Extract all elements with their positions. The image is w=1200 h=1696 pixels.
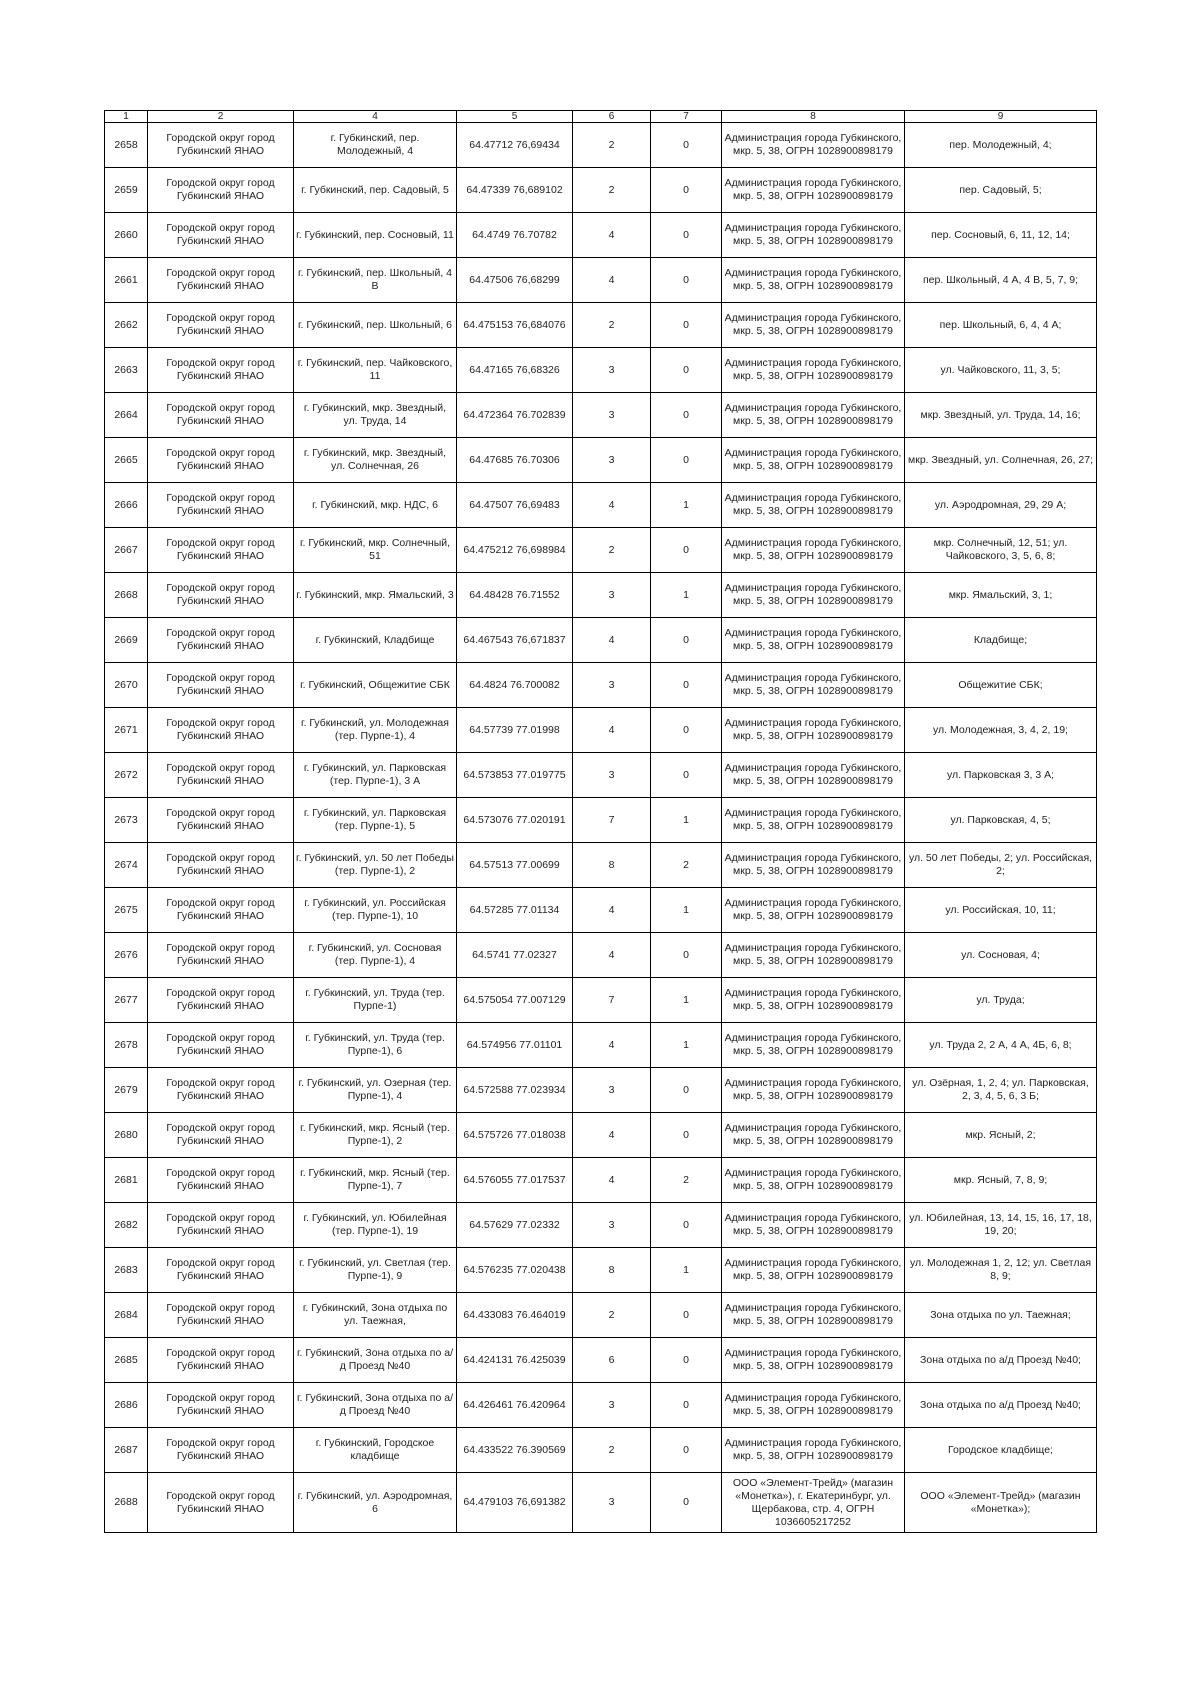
table-row [105,708,1097,753]
row-number-cell: 2680 [105,1113,148,1158]
bin-count-cell: 1 [651,1023,722,1068]
container-count-cell: 8 [573,1248,651,1293]
coordinates-cell: 64.57285 77.01134 [457,888,573,933]
container-count-cell: 4 [573,888,651,933]
site-address-cell: г. Губкинский, мкр. Ясный (тер. Пурпе-1), 2 [294,1113,457,1158]
served-objects-cell: мкр. Ясный, 2; [905,1113,1097,1158]
municipality-cell: Городской округ город Губкинский ЯНАО [148,573,294,618]
table-row [105,528,1097,573]
bin-count-cell: 0 [651,393,722,438]
container-count-cell: 2 [573,168,651,213]
row-number-cell: 2658 [105,123,148,168]
municipality-cell: Городской округ город Губкинский ЯНАО [148,1338,294,1383]
row-number-cell: 2669 [105,618,148,663]
container-count-cell: 4 [573,213,651,258]
container-count-cell: 3 [573,1203,651,1248]
owner-cell: Администрация города Губкинского, мкр. 5, 38, ОГРН 1028900898179 [722,1113,905,1158]
municipality-cell: Городской округ город Губкинский ЯНАО [148,843,294,888]
row-number-cell: 2671 [105,708,148,753]
container-count-cell: 3 [573,1068,651,1113]
coordinates-cell: 64.47685 76.70306 [457,438,573,483]
bin-count-cell: 0 [651,1383,722,1428]
coordinates-cell: 64.57739 77.01998 [457,708,573,753]
bin-count-cell: 1 [651,978,722,1023]
coordinates-cell: 64.467543 76,671837 [457,618,573,663]
served-objects-cell: ул. Парковская 3, 3 А; [905,753,1097,798]
served-objects-cell: Зона отдыха по а/д Проезд №40; [905,1383,1097,1428]
coordinates-cell: 64.575726 77.018038 [457,1113,573,1158]
table-row [105,888,1097,933]
coordinates-cell: 64.48428 76.71552 [457,573,573,618]
coordinates-cell: 64.47506 76,68299 [457,258,573,303]
served-objects-cell: мкр. Звездный, ул. Солнечная, 26, 27; [905,438,1097,483]
owner-cell: Администрация города Губкинского, мкр. 5, 38, ОГРН 1028900898179 [722,933,905,978]
container-count-cell: 3 [573,573,651,618]
row-number-cell: 2679 [105,1068,148,1113]
bin-count-cell: 1 [651,483,722,528]
coordinates-cell: 64.479103 76,691382 [457,1473,573,1533]
container-count-cell: 4 [573,1023,651,1068]
municipality-cell: Городской округ город Губкинский ЯНАО [148,663,294,708]
served-objects-cell: пер. Сосновый, 6, 11, 12, 14; [905,213,1097,258]
bin-count-cell: 0 [651,528,722,573]
owner-cell: Администрация города Губкинского, мкр. 5, 38, ОГРН 1028900898179 [722,618,905,663]
bin-count-cell: 0 [651,933,722,978]
table-row [105,978,1097,1023]
owner-cell: Администрация города Губкинского, мкр. 5, 38, ОГРН 1028900898179 [722,258,905,303]
row-number-cell: 2675 [105,888,148,933]
bin-count-cell: 0 [651,348,722,393]
column-header: 6 [573,111,651,123]
coordinates-cell: 64.426461 76.420964 [457,1383,573,1428]
owner-cell: Администрация города Губкинского, мкр. 5, 38, ОГРН 1028900898179 [722,663,905,708]
bin-count-cell: 2 [651,843,722,888]
owner-cell: Администрация города Губкинского, мкр. 5, 38, ОГРН 1028900898179 [722,888,905,933]
owner-cell: Администрация города Губкинского, мкр. 5, 38, ОГРН 1028900898179 [722,1428,905,1473]
bin-count-cell: 2 [651,1158,722,1203]
table-row [105,483,1097,528]
row-number-cell: 2661 [105,258,148,303]
site-address-cell: г. Губкинский, Кладбище [294,618,457,663]
site-address-cell: г. Губкинский, мкр. Солнечный, 51 [294,528,457,573]
table-row [105,1203,1097,1248]
owner-cell: Администрация города Губкинского, мкр. 5, 38, ОГРН 1028900898179 [722,1248,905,1293]
container-count-cell: 3 [573,348,651,393]
row-number-cell: 2665 [105,438,148,483]
container-count-cell: 3 [573,753,651,798]
served-objects-cell: пер. Школьный, 6, 4, 4 А; [905,303,1097,348]
municipality-cell: Городской округ город Губкинский ЯНАО [148,933,294,978]
table-row [105,1473,1097,1533]
table-row [105,573,1097,618]
site-address-cell: г. Губкинский, мкр. НДС, 6 [294,483,457,528]
coordinates-cell: 64.47165 76,68326 [457,348,573,393]
owner-cell: Администрация города Губкинского, мкр. 5, 38, ОГРН 1028900898179 [722,798,905,843]
coordinates-cell: 64.4749 76.70782 [457,213,573,258]
table-row [105,663,1097,708]
served-objects-cell: ул. Озёрная, 1, 2, 4; ул. Парковская, 2, 3, 4, 5, 6, 3 Б; [905,1068,1097,1113]
container-count-cell: 4 [573,258,651,303]
table-row [105,843,1097,888]
owner-cell: Администрация города Губкинского, мкр. 5, 38, ОГРН 1028900898179 [722,978,905,1023]
coordinates-cell: 64.472364 76.702839 [457,393,573,438]
site-address-cell: г. Губкинский, пер. Школьный, 4 В [294,258,457,303]
row-number-cell: 2684 [105,1293,148,1338]
container-count-cell: 3 [573,1383,651,1428]
row-number-cell: 2676 [105,933,148,978]
coordinates-cell: 64.573853 77.019775 [457,753,573,798]
row-number-cell: 2667 [105,528,148,573]
column-header: 1 [105,111,148,123]
bin-count-cell: 0 [651,1293,722,1338]
site-address-cell: г. Губкинский, Зона отдыха по а/д Проезд №40 [294,1338,457,1383]
column-header: 8 [722,111,905,123]
owner-cell: Администрация города Губкинского, мкр. 5, 38, ОГРН 1028900898179 [722,1158,905,1203]
served-objects-cell: ул. Российская, 10, 11; [905,888,1097,933]
coordinates-cell: 64.57513 77.00699 [457,843,573,888]
site-address-cell: г. Губкинский, пер. Школьный, 6 [294,303,457,348]
site-address-cell: г. Губкинский, пер. Садовый, 5 [294,168,457,213]
container-count-cell: 2 [573,1428,651,1473]
container-count-cell: 3 [573,438,651,483]
row-number-cell: 2662 [105,303,148,348]
table-row [105,1338,1097,1383]
coordinates-cell: 64.475153 76,684076 [457,303,573,348]
coordinates-cell: 64.576055 77.017537 [457,1158,573,1203]
site-address-cell: г. Губкинский, ул. Парковская (тер. Пурпе-1), 3 А [294,753,457,798]
container-count-cell: 4 [573,708,651,753]
served-objects-cell: мкр. Ясный, 7, 8, 9; [905,1158,1097,1203]
header-row [105,111,1097,123]
owner-cell: Администрация города Губкинского, мкр. 5, 38, ОГРН 1028900898179 [722,528,905,573]
coordinates-cell: 64.47712 76,69434 [457,123,573,168]
coordinates-cell: 64.572588 77.023934 [457,1068,573,1113]
site-address-cell: г. Губкинский, Зона отдыха по ул. Таежная, [294,1293,457,1338]
coordinates-cell: 64.576235 77.020438 [457,1248,573,1293]
served-objects-cell: ул. Молодежная, 3, 4, 2, 19; [905,708,1097,753]
municipality-cell: Городской округ город Губкинский ЯНАО [148,978,294,1023]
owner-cell: Администрация города Губкинского, мкр. 5, 38, ОГРН 1028900898179 [722,168,905,213]
served-objects-cell: ул. Молодежная 1, 2, 12; ул. Светлая 8, 9; [905,1248,1097,1293]
served-objects-cell: Общежитие СБК; [905,663,1097,708]
bin-count-cell: 0 [651,303,722,348]
row-number-cell: 2677 [105,978,148,1023]
coordinates-cell: 64.5741 77.02327 [457,933,573,978]
served-objects-cell: Зона отдыха по а/д Проезд №40; [905,1338,1097,1383]
site-address-cell: г. Губкинский, ул. Светлая (тер. Пурпе-1), 9 [294,1248,457,1293]
row-number-cell: 2666 [105,483,148,528]
row-number-cell: 2673 [105,798,148,843]
table-row [105,1113,1097,1158]
row-number-cell: 2664 [105,393,148,438]
served-objects-cell: ул. Труда 2, 2 А, 4 А, 4Б, 6, 8; [905,1023,1097,1068]
row-number-cell: 2681 [105,1158,148,1203]
site-address-cell: г. Губкинский, мкр. Звездный, ул. Солнечная, 26 [294,438,457,483]
municipality-cell: Городской округ город Губкинский ЯНАО [148,1248,294,1293]
owner-cell: Администрация города Губкинского, мкр. 5, 38, ОГРН 1028900898179 [722,1293,905,1338]
served-objects-cell: Зона отдыха по ул. Таежная; [905,1293,1097,1338]
table-row [105,1158,1097,1203]
container-count-cell: 7 [573,798,651,843]
site-address-cell: г. Губкинский, ул. Сосновая (тер. Пурпе-1), 4 [294,933,457,978]
container-count-cell: 4 [573,1158,651,1203]
coordinates-cell: 64.57629 77.02332 [457,1203,573,1248]
owner-cell: Администрация города Губкинского, мкр. 5, 38, ОГРН 1028900898179 [722,393,905,438]
row-number-cell: 2685 [105,1338,148,1383]
owner-cell: Администрация города Губкинского, мкр. 5, 38, ОГРН 1028900898179 [722,1203,905,1248]
served-objects-cell: ул. 50 лет Победы, 2; ул. Российская, 2; [905,843,1097,888]
column-header: 7 [651,111,722,123]
municipality-cell: Городской округ город Губкинский ЯНАО [148,1473,294,1533]
coordinates-cell: 64.424131 76.425039 [457,1338,573,1383]
row-number-cell: 2686 [105,1383,148,1428]
table-row [105,1023,1097,1068]
municipality-cell: Городской округ город Губкинский ЯНАО [148,1068,294,1113]
site-address-cell: г. Губкинский, мкр. Звездный, ул. Труда, 14 [294,393,457,438]
municipality-cell: Городской округ город Губкинский ЯНАО [148,348,294,393]
container-count-cell: 8 [573,843,651,888]
table-row [105,123,1097,168]
served-objects-cell: ул. Чайковского, 11, 3, 5; [905,348,1097,393]
coordinates-cell: 64.475212 76,698984 [457,528,573,573]
table-row [105,618,1097,663]
owner-cell: Администрация города Губкинского, мкр. 5, 38, ОГРН 1028900898179 [722,573,905,618]
municipality-cell: Городской округ город Губкинский ЯНАО [148,1293,294,1338]
owner-cell: Администрация города Губкинского, мкр. 5, 38, ОГРН 1028900898179 [722,1383,905,1428]
bin-count-cell: 0 [651,1473,722,1533]
column-header: 4 [294,111,457,123]
owner-cell: Администрация города Губкинского, мкр. 5, 38, ОГРН 1028900898179 [722,123,905,168]
row-number-cell: 2683 [105,1248,148,1293]
owner-cell: Администрация города Губкинского, мкр. 5, 38, ОГРН 1028900898179 [722,438,905,483]
bin-count-cell: 0 [651,213,722,258]
owner-cell: ООО «Элемент-Трейд» (магазин «Монетка»), г. Екатеринбург, ул. Щербакова, стр. 4, ОГРН 1036605217252 [722,1473,905,1533]
served-objects-cell: пер. Школьный, 4 А, 4 В, 5, 7, 9; [905,258,1097,303]
table-row [105,303,1097,348]
table-row [105,438,1097,483]
bin-count-cell: 0 [651,1338,722,1383]
container-count-cell: 6 [573,1338,651,1383]
owner-cell: Администрация города Губкинского, мкр. 5, 38, ОГРН 1028900898179 [722,708,905,753]
row-number-cell: 2674 [105,843,148,888]
municipality-cell: Городской округ город Губкинский ЯНАО [148,213,294,258]
municipality-cell: Городской округ город Губкинский ЯНАО [148,888,294,933]
owner-cell: Администрация города Губкинского, мкр. 5, 38, ОГРН 1028900898179 [722,1023,905,1068]
table-row [105,933,1097,978]
municipality-cell: Городской округ город Губкинский ЯНАО [148,1158,294,1203]
coordinates-cell: 64.574956 77.01101 [457,1023,573,1068]
container-count-cell: 4 [573,1113,651,1158]
container-count-cell: 7 [573,978,651,1023]
column-header: 5 [457,111,573,123]
owner-cell: Администрация города Губкинского, мкр. 5, 38, ОГРН 1028900898179 [722,348,905,393]
coordinates-cell: 64.4824 76.700082 [457,663,573,708]
bin-count-cell: 0 [651,123,722,168]
bin-count-cell: 0 [651,1068,722,1113]
container-count-cell: 2 [573,303,651,348]
table-row [105,798,1097,843]
bin-count-cell: 1 [651,798,722,843]
row-number-cell: 2682 [105,1203,148,1248]
municipality-cell: Городской округ город Губкинский ЯНАО [148,483,294,528]
coordinates-cell: 64.47339 76,689102 [457,168,573,213]
municipality-cell: Городской округ город Губкинский ЯНАО [148,618,294,663]
table-row [105,168,1097,213]
bin-count-cell: 0 [651,753,722,798]
served-objects-cell: пер. Садовый, 5; [905,168,1097,213]
bin-count-cell: 0 [651,708,722,753]
municipality-cell: Городской округ город Губкинский ЯНАО [148,123,294,168]
container-count-cell: 4 [573,933,651,978]
owner-cell: Администрация города Губкинского, мкр. 5, 38, ОГРН 1028900898179 [722,1338,905,1383]
row-number-cell: 2687 [105,1428,148,1473]
table-row [105,348,1097,393]
owner-cell: Администрация города Губкинского, мкр. 5, 38, ОГРН 1028900898179 [722,213,905,258]
table-row [105,1068,1097,1113]
municipality-cell: Городской округ город Губкинский ЯНАО [148,258,294,303]
coordinates-cell: 64.433522 76.390569 [457,1428,573,1473]
row-number-cell: 2660 [105,213,148,258]
container-count-cell: 2 [573,123,651,168]
owner-cell: Администрация города Губкинского, мкр. 5, 38, ОГРН 1028900898179 [722,753,905,798]
site-address-cell: г. Губкинский, пер. Чайковского, 11 [294,348,457,393]
row-number-cell: 2672 [105,753,148,798]
municipality-cell: Городской округ город Губкинский ЯНАО [148,528,294,573]
owner-cell: Администрация города Губкинского, мкр. 5, 38, ОГРН 1028900898179 [722,843,905,888]
bin-count-cell: 0 [651,168,722,213]
table-row [105,1248,1097,1293]
owner-cell: Администрация города Губкинского, мкр. 5, 38, ОГРН 1028900898179 [722,1068,905,1113]
served-objects-cell: Городское кладбище; [905,1428,1097,1473]
site-address-cell: г. Губкинский, ул. Юбилейная (тер. Пурпе-1), 19 [294,1203,457,1248]
served-objects-cell: мкр. Ямальский, 3, 1; [905,573,1097,618]
site-address-cell: г. Губкинский, мкр. Ясный (тер. Пурпе-1), 7 [294,1158,457,1203]
coordinates-cell: 64.575054 77.007129 [457,978,573,1023]
municipality-cell: Городской округ город Губкинский ЯНАО [148,393,294,438]
bin-count-cell: 0 [651,1113,722,1158]
site-address-cell: г. Губкинский, ул. Молодежная (тер. Пурпе-1), 4 [294,708,457,753]
served-objects-cell: пер. Молодежный, 4; [905,123,1097,168]
municipality-cell: Городской округ город Губкинский ЯНАО [148,438,294,483]
coordinates-cell: 64.47507 76,69483 [457,483,573,528]
served-objects-cell: мкр. Звездный, ул. Труда, 14, 16; [905,393,1097,438]
row-number-cell: 2659 [105,168,148,213]
table-body [105,123,1097,1533]
site-address-cell: г. Губкинский, мкр. Ямальский, 3 [294,573,457,618]
bin-count-cell: 1 [651,888,722,933]
column-header: 9 [905,111,1097,123]
municipality-cell: Городской округ город Губкинский ЯНАО [148,168,294,213]
municipality-cell: Городской округ город Губкинский ЯНАО [148,1023,294,1068]
site-address-cell: г. Губкинский, ул. Озерная (тер. Пурпе-1), 4 [294,1068,457,1113]
site-address-cell: г. Губкинский, пер. Молодежный, 4 [294,123,457,168]
bin-count-cell: 0 [651,1203,722,1248]
site-address-cell: г. Губкинский, ул. Парковская (тер. Пурпе-1), 5 [294,798,457,843]
bin-count-cell: 1 [651,573,722,618]
site-address-cell: г. Губкинский, пер. Сосновый, 11 [294,213,457,258]
container-count-cell: 2 [573,1293,651,1338]
served-objects-cell: ул. Сосновая, 4; [905,933,1097,978]
row-number-cell: 2678 [105,1023,148,1068]
site-address-cell: г. Губкинский, ул. Труда (тер. Пурпе-1) [294,978,457,1023]
bin-count-cell: 0 [651,438,722,483]
served-objects-cell: ООО «Элемент-Трейд» (магазин «Монетка»); [905,1473,1097,1533]
table-row [105,1383,1097,1428]
coordinates-cell: 64.433083 76.464019 [457,1293,573,1338]
municipality-cell: Городской округ город Губкинский ЯНАО [148,303,294,348]
owner-cell: Администрация города Губкинского, мкр. 5, 38, ОГРН 1028900898179 [722,303,905,348]
municipality-cell: Городской округ город Губкинский ЯНАО [148,798,294,843]
municipality-cell: Городской округ город Губкинский ЯНАО [148,1113,294,1158]
table-row [105,258,1097,303]
bin-count-cell: 1 [651,1248,722,1293]
table-row [105,1428,1097,1473]
table-row [105,213,1097,258]
bin-count-cell: 0 [651,618,722,663]
bin-count-cell: 0 [651,258,722,303]
container-count-cell: 3 [573,393,651,438]
table-row [105,393,1097,438]
site-address-cell: г. Губкинский, Зона отдыха по а/д Проезд №40 [294,1383,457,1428]
site-address-cell: г. Губкинский, ул. Труда (тер. Пурпе-1), 6 [294,1023,457,1068]
municipality-cell: Городской округ город Губкинский ЯНАО [148,1203,294,1248]
municipality-cell: Городской округ город Губкинский ЯНАО [148,753,294,798]
row-number-cell: 2688 [105,1473,148,1533]
served-objects-cell: ул. Аэродромная, 29, 29 А; [905,483,1097,528]
bin-count-cell: 0 [651,1428,722,1473]
served-objects-cell: ул. Парковская, 4, 5; [905,798,1097,843]
served-objects-cell: ул. Юбилейная, 13, 14, 15, 16, 17, 18, 19, 20; [905,1203,1097,1248]
municipality-cell: Городской округ город Губкинский ЯНАО [148,1383,294,1428]
site-address-cell: г. Губкинский, Городское кладбище [294,1428,457,1473]
served-objects-cell: ул. Труда; [905,978,1097,1023]
container-count-cell: 4 [573,618,651,663]
owner-cell: Администрация города Губкинского, мкр. 5, 38, ОГРН 1028900898179 [722,483,905,528]
row-number-cell: 2670 [105,663,148,708]
served-objects-cell: мкр. Солнечный, 12, 51; ул. Чайковского, 3, 5, 6, 8; [905,528,1097,573]
column-header: 2 [148,111,294,123]
coordinates-cell: 64.573076 77.020191 [457,798,573,843]
municipality-cell: Городской округ город Губкинский ЯНАО [148,1428,294,1473]
registry-table [104,110,1097,1533]
site-address-cell: г. Губкинский, Общежитие СБК [294,663,457,708]
table-row [105,753,1097,798]
served-objects-cell: Кладбище; [905,618,1097,663]
container-count-cell: 4 [573,483,651,528]
container-count-cell: 3 [573,1473,651,1533]
site-address-cell: г. Губкинский, ул. 50 лет Победы (тер. Пурпе-1), 2 [294,843,457,888]
site-address-cell: г. Губкинский, ул. Российская (тер. Пурпе-1), 10 [294,888,457,933]
container-count-cell: 3 [573,663,651,708]
bin-count-cell: 0 [651,663,722,708]
row-number-cell: 2663 [105,348,148,393]
municipality-cell: Городской округ город Губкинский ЯНАО [148,708,294,753]
row-number-cell: 2668 [105,573,148,618]
site-address-cell: г. Губкинский, ул. Аэродромная, 6 [294,1473,457,1533]
container-count-cell: 2 [573,528,651,573]
table-row [105,1293,1097,1338]
